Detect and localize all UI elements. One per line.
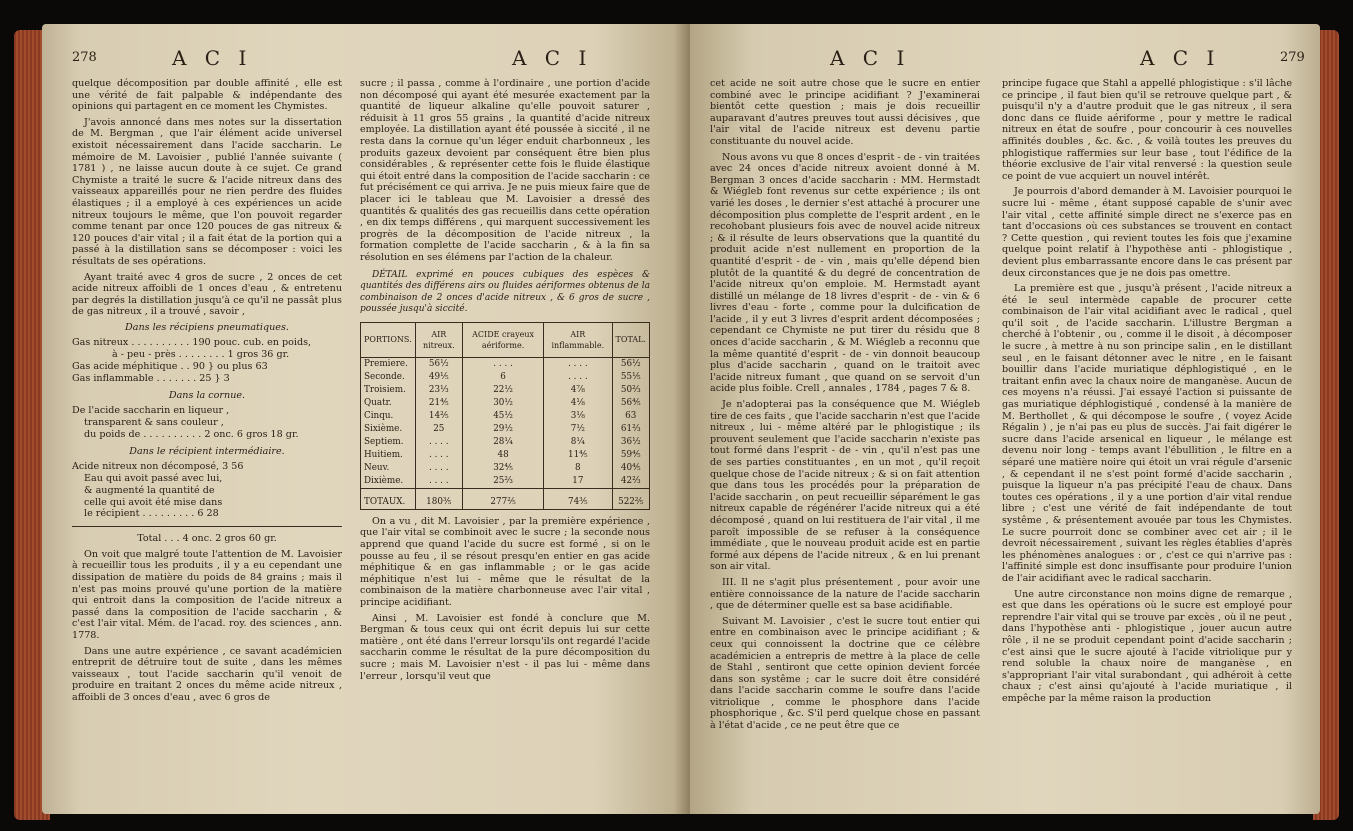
- table-caption: DÉTAIL exprimé en pouces cubiques des espèces & quantités des différens airs ou fluides aériformes obtenus de la combinaison de 2 onces d'acide nitreux , & 6 gros de sucre , poussée jusqu'à siccité.: [360, 269, 650, 315]
- table-cell: Cinqu.: [364, 410, 394, 421]
- table-cell: Quatr.: [364, 397, 392, 408]
- list-line: le récipient . . . . . . . . . 6 28: [84, 508, 219, 520]
- table-cell: 11⅘: [544, 449, 612, 462]
- running-header: A C I: [512, 46, 593, 70]
- table-cell: 277⅖: [462, 488, 543, 509]
- table-row: [361, 423, 649, 436]
- table-cell: . . . .: [544, 371, 612, 384]
- table-cell: 17: [544, 475, 612, 489]
- section-heading: Dans le récipient intermédiaire.: [129, 445, 285, 457]
- paragraph: Je n'adopterai pas la conséquence que M. Wiégleb tire de ces faits , que l'acide saccharin n'est que l'acide nitreux , lui - même altéré par le phlogistique ; ils prouvent seulement que l'acide saccharin n'existe pas tout formé dans l'esprit - de - vin , qu'il n'est pas une de ses parties constituantes , en un mot , qu'il reçoit quelque chose de l'acide nitreux ; & si on fait attention que dans tous les procédés pour la préparation de l'acide saccharin , on peut recueillir séparément le gas nitreux capable de régénérer l'acide nitreux qui a été décomposé , quand on lui restituera de l'air vital , il me paroît impossible de se refuser à la conséquence immédiate , que le nouveau produit acide est en partie formé aux dépens de l'acide nitreux , & en lui prenant son air vital.: [710, 399, 980, 573]
- table-cell: 8¼: [544, 436, 612, 449]
- paragraph: quelque décomposition par double affinité , elle est une vérité de fait palpable & indépendante des opinions qui partagent en ce moment les Chymistes.: [72, 78, 342, 113]
- list-line: & augmenté la quantité de: [84, 484, 215, 496]
- table-cell: 25: [415, 423, 462, 436]
- table-total-row: [361, 488, 649, 509]
- table-cell: 56½: [612, 357, 649, 371]
- table-header-cell: TOTAL.: [612, 323, 649, 358]
- table-cell: 30½: [462, 397, 543, 410]
- paragraph: On voit que malgré toute l'attention de M. Lavoisier à recueillir tous les produits , il y a eu cependant une dissipation de matière du poids de 84 grains ; mais il n'est pas moins prouvé qu'une portion de la matière qui entroit dans la composition de l'acide nitreux a passé dans la composition de l'acide saccharin , & c'est l'air vital. Mém. de l'acad. roy. des sciences , ann. 1778.: [72, 548, 342, 641]
- list-line: à - peu - près . . . . . . . . 1 gros 36 gr.: [112, 349, 290, 361]
- paragraph: Dans une autre expérience , ce savant académicien entreprit de détruire tout de suite , dans les mêmes vaisseaux , tout l'acide saccharin qu'il venoit de produire en traitant 2 onces du même acide nitreux , affoibli de 3 onces d'eau , avec 6 gros de: [72, 645, 342, 703]
- table-cell: 36½: [612, 436, 649, 449]
- table-cell: Sixième.: [364, 423, 403, 434]
- table-cell: Premiere.: [364, 358, 408, 369]
- table-body: [361, 357, 649, 509]
- right-page: [690, 24, 1320, 814]
- list-line: celle qui avoit été mise dans: [84, 496, 223, 508]
- table-header-cell: PORTIONS.: [361, 323, 415, 358]
- table-cell: Neuv.: [364, 462, 390, 473]
- table-cell: 8: [544, 462, 612, 475]
- paragraph: Une autre circonstance non moins digne de remarque , est que dans les opérations où le sucre est employé pour reprendre l'air vital qui se trouve par excès , où il ne peut , dans l'hypothèse anti - phlogistique , jouer aucun autre rôle , il ne se produit cependant point d'acide saccharin ; c'est ainsi que le sucre ajouté à l'acide vitriolique pur y rend soluble la chaux noire de manganèse , en s'appropriant l'air vital surabondant , qui adhéroit à cette chaux ; c'est ainsi qu'ajouté à l'acide muriatique , il empêche par la même raison la production: [1002, 588, 1292, 704]
- table-cell: 7½: [544, 423, 612, 436]
- table-cell: . . . .: [415, 449, 462, 462]
- paragraph: J'avois annoncé dans mes notes sur la dissertation de M. Bergman , que l'air élément acide universel existoit nécessairement dans l'acide saccharin. Le mémoire de M. Lavoisier , publié l'année suivante ( 1781 ) , ne laisse aucun doute à ce sujet. Ce grand Chymiste a traité le sucre & l'acide nitreux dans des vaisseaux appareillés pour ne rien perdre des fluides élastiques ; il a employé à ces expériences un acide nitreux toujours le même, que l'on pouvoit regarder comme tenant par once 120 pouces de gas nitreux & 120 pouces d'air vital ; il a fait état de la portion qui a passé à la distillation sans se décomposer : voici les résultats de ses opérations.: [72, 116, 342, 267]
- right-column: [360, 78, 650, 686]
- table-cell: 180⅗: [415, 488, 462, 509]
- table-header-cell: AIR nitreux.: [415, 323, 462, 358]
- table-cell: 55⅕: [612, 371, 649, 384]
- running-header: A C I: [830, 46, 911, 70]
- results-list: [72, 461, 342, 520]
- table-row: [361, 410, 649, 423]
- paragraph: cet acide ne soit autre chose que le sucre en entier combiné avec le principe acidifiant ? J'examinerai bientôt cette question ; mais je dois recueillir auparavant d'autres preuves tout aussi décisives , que l'air vital de l'acide nitreux est devenu partie constituante du nouvel acide.: [710, 78, 980, 147]
- table-cell: 4⅞: [544, 384, 612, 397]
- table-cell: 63: [612, 410, 649, 423]
- table-cell: 32⅘: [462, 462, 543, 475]
- table-cell: 45½: [462, 410, 543, 423]
- table-row: [361, 475, 649, 489]
- left-column: [710, 78, 980, 736]
- table-cell: 74⅗: [544, 488, 612, 509]
- paragraph: Ainsi , M. Lavoisier est fondé à conclure que M. Bergman & tous ceux qui ont écrit depuis lui sur cette matière , ont été dans l'erreur lorsqu'ils ont regardé l'acide saccharin comme le résultat de la pure décomposition du sucre ; mais M. Lavoisier n'est - il pas lui - même dans l'erreur , lorsqu'il veut que: [360, 612, 650, 682]
- paragraph: Nous avons vu que 8 onces d'esprit - de - vin traitées avec 24 onces d'acide nitreux avoient donné à M. Bergman 3 onces d'acide saccharin : MM. Hermstadt & Wiégleb font revenus sur cette expérience ; ils ont varié les doses , le dernier s'est attaché à procurer une décomposition plus complette de l'esprit ardent , en le recohobant plusieurs fois avec de nouvel acide nitreux ; & il résulte de leurs observations que la quantité du produit acide n'est nullement en proportion de la quantité d'esprit - de - vin , mais qu'elle dépend bien plutôt de la quantité & du degré de concentration de l'acide nitreux qu'on emploie. M. Hermstadt ayant distillé un mélange de 18 livres d'esprit - de - vin & 6 livres d'eau - forte , comme pour la dulcification de l'acide , il y eut 3 livres d'esprit ardent décomposées ; cependant ce Chymiste ne put tirer du résidu que 8 onces d'acide saccharin , & M. Wiégleb a reconnu que la même quantité d'esprit - de - vin donnoit beaucoup plus d'acide saccharin , quand on le traitoit avec l'acide nitreux fumant , que quand on se servoit d'un acide plus foible. Crell , annales , 1784 , pages 7 & 8.: [710, 151, 980, 395]
- table-cell: 6: [462, 371, 543, 384]
- paragraph: principe fugace que Stahl a appellé phlogistique : s'il lâche ce principe , il faut bien qu'il se retrouve quelque part , & puisqu'il n'y a d'autre produit que le gas nitreux , il sera donc dans ce fluide aériforme , pour y mettre le radical nitreux en état de soufre , pour concourir à ces nouvelles affinités doubles , &c. &c. , & voilà toutes les preuves du phlogistique raffermies sur leur base , tout l'édifice de la théorie exclusive de l'air vital renversé : la question seule ce point de vue acquiert un nouvel intérêt.: [1002, 78, 1292, 182]
- table-row: [361, 384, 649, 397]
- paragraph: Ayant traité avec 4 gros de sucre , 2 onces de cet acide nitreux affoibli de 1 onces d'eau , & entretenu par degrés la distillation jusqu'à ce qu'il ne passât plus de gas nitreux , il a trouvé , savoir ,: [72, 271, 342, 318]
- table-cell: 3⅛: [544, 410, 612, 423]
- table-cell: 61⅔: [612, 423, 649, 436]
- right-column: [1002, 78, 1292, 708]
- paragraph: La première est que , jusqu'à présent , l'acide nitreux a été le seul intermède capable de procurer cette combinaison de l'air vital acidifiant avec le radical , quel qu'il soit , de l'acide saccharin. L'illustre Bergman a cherché à l'obtenir , ou , comme il le disoit , à décomposer le sucre , à mettre à nu son principe salin , en le distillant seul , en le faisant détonner avec le nitre , en le faisant bouillir dans l'acide muriatique déphlogistiqué , en le traitant enfin avec la chaux noire de manganèse. Aucun de ces moyens n'a réussi. J'ai essayé l'action si puissante de gas muriatique déphlogistiqué , condensé à la manière de M. Berthollet , & qui décompose le soufre , ( voyez Acide Régalin ) , je n'ai pas eu plus de succès. J'ai fait digérer le sucre dans l'acide arsenical en liqueur , le mélange est devenu noir long - temps avant l'ébullition , le filtre en a séparé une matière noire qui étoit un vrai régule d'arsenic , & cependant il ne s'est point formé d'acide saccharin , puisque la liqueur n'a pas précipité l'eau de chaux. Dans toutes ces opérations , il y a une portion d'air vital rendue libre ; c'est une vérité de fait indépendante de tout systême , & présentement avouée par tous les Chymistes. Le sucre pourroit donc se combiner avec cet air ; il le devroit nécessairement , suivant les règles établies d'après les phénomènes analogues : or , c'est ce qui n'arrive pas : l'affinité simple est donc insuffisante pour produire l'union de l'air acidifiant avec le radical saccharin.: [1002, 283, 1292, 584]
- paragraph: Suivant M. Lavoisier , c'est le sucre tout entier qui entre en combinaison avec le principe acidifiant ; & ceux qui connoissent la doctrine que ce célèbre académicien a entrepris de mettre à la place de celle de Stahl , sentiront que cette opinion devient forcée dans son systême ; car le sucre doit être considéré dans l'acide saccharin comme le soufre dans l'acide vitriolique , comme le phosphore dans l'acide phosphorique , &c. S'il perd quelque chose en passant à l'état d'acide , ce ne peut être que ce: [710, 615, 980, 732]
- table-row: [361, 397, 649, 410]
- open-book: [14, 10, 1339, 822]
- table-cell: Dixième.: [364, 475, 404, 486]
- table-cell: 522⅖: [612, 488, 649, 509]
- paragraph: Je pourrois d'abord demander à M. Lavoisier pourquoi le sucre lui - même , étant supposé capable de s'unir avec l'air vital , cette affinité simple direct ne s'exerce pas en tant d'occasions où ces substances se trouvent en contact ? Cette question , qui revient toutes les fois que j'examine quelque point relatif à l'hypothèse anti - phlogistique , devient plus embarrassante encore dans le cas présent par deux circonstances que je ne dois pas omettre.: [1002, 186, 1292, 279]
- table-header-cell: AIR inflammable.: [544, 323, 612, 358]
- table-cell: . . . .: [415, 462, 462, 475]
- table-cell: Seconde.: [364, 371, 405, 382]
- paragraph: sucre ; il passa , comme à l'ordinaire , une portion d'acide non décomposé qui ayant été mesurée exactement par la quantité de liqueur alkaline qu'elle pouvoit saturer , réduisit à 11 gros 55 grains , la quantité d'acide nitreux employée. La distillation ayant été poussée à siccité , il ne resta dans la cornue qu'un léger enduit charbonneux , les produits gazeux devoient par conséquent être bien plus considérables , & représenter cette fois le fluide élastique qui étoit entré dans la composition de l'acide saccharin : ce fut précisément ce qui arriva. Je ne puis mieux faire que de placer ici le tableau que M. Lavoisier a dressé des quantités & qualités des gas recueillis dans cette opération , en dix temps différens , qui marquent successivement les progrès de la décomposition de l'acide nitreux , la formation complette de l'acide saccharin , & à la fin sa résolution en ses élémens par l'action de la chaleur.: [360, 78, 650, 263]
- paragraph: III. Il ne s'agit plus présentement , pour avoir une entière connoissance de la nature de l'acide saccharin , que de déterminer quelle est sa base acidifiable.: [710, 576, 980, 612]
- running-header: A C I: [1140, 46, 1221, 70]
- table-cell: 29½: [462, 423, 543, 436]
- table-cell: 22½: [462, 384, 543, 397]
- table-cell: Septiem.: [364, 436, 404, 447]
- table-cell: 23⅓: [415, 384, 462, 397]
- results-list: [72, 405, 342, 440]
- page-number: 278: [72, 50, 97, 65]
- section-heading: Dans la cornue.: [168, 389, 246, 401]
- table-cell: 59⅘: [612, 449, 649, 462]
- list-line: Gas acide méphitique . . 90 } ou plus 63: [72, 361, 268, 373]
- table-cell: 40⅘: [612, 462, 649, 475]
- paragraph: On a vu , dit M. Lavoisier , par la première expérience , que l'air vital se combinoit avec le sucre ; la seconde nous apprend que quand l'acide du sucre est formé , si on le pousse au feu , il se résout presqu'en entier en gas acide méphitique & en gas inflammable ; or le gas acide méphitique n'est lui - même que le résultat de la combinaison de la matière charbonneuse avec l'air vital , principe acidifiant.: [360, 515, 650, 609]
- table-cell: . . . .: [415, 436, 462, 449]
- table-cell: . . . .: [544, 357, 612, 371]
- table-cell: 49⅕: [415, 371, 462, 384]
- table-cell: 42⅔: [612, 475, 649, 489]
- table-cell: 56½: [415, 357, 462, 371]
- list-line: Acide nitreux non décomposé, 3 56: [72, 461, 244, 473]
- running-header: A C I: [172, 46, 253, 70]
- table-row: [361, 371, 649, 384]
- table-cell: 56⅘: [612, 397, 649, 410]
- left-column: [72, 78, 342, 708]
- table-row: [361, 436, 649, 449]
- table-row: [361, 462, 649, 475]
- table-cell: . . . .: [462, 357, 543, 371]
- results-list: [72, 337, 342, 384]
- divider: [72, 526, 342, 527]
- table-cell: 28¼: [462, 436, 543, 449]
- list-line: De l'acide saccharin en liqueur ,: [72, 405, 230, 417]
- table-cell: 14⅖: [415, 410, 462, 423]
- table-header-row: [361, 323, 649, 358]
- left-page: [42, 24, 690, 814]
- gas-table: [360, 322, 650, 510]
- section-heading: Dans les récipiens pneumatiques.: [125, 321, 289, 333]
- table-cell: 48: [462, 449, 543, 462]
- table-cell: . . . .: [415, 475, 462, 489]
- total-line: Total . . . 4 onc. 2 gros 60 gr.: [137, 533, 277, 545]
- list-line: du poids de . . . . . . . . . . 2 onc. 6 gros 18 gr.: [84, 428, 299, 440]
- page-number: 279: [1280, 50, 1305, 65]
- table-header-cell: ACIDE crayeux aériforme.: [462, 323, 543, 358]
- table-cell: 50⅔: [612, 384, 649, 397]
- table-cell: 25⅔: [462, 475, 543, 489]
- table-cell: 4⅛: [544, 397, 612, 410]
- table-cell: TOTAUX.: [361, 488, 415, 509]
- table-cell: 21⅘: [415, 397, 462, 410]
- table-row: [361, 449, 649, 462]
- list-line: Gas inflammable . . . . . . . 25 } 3: [72, 372, 230, 384]
- list-line: Gas nitreux . . . . . . . . . . 190 pouc. cub. en poids,: [72, 337, 312, 349]
- list-line: Eau qui avoit passé avec lui,: [84, 473, 223, 485]
- table-cell: Troisiem.: [364, 384, 406, 395]
- table-cell: Huitiem.: [364, 449, 403, 460]
- list-line: transparent & sans couleur ,: [84, 417, 224, 429]
- table-row: [361, 357, 649, 371]
